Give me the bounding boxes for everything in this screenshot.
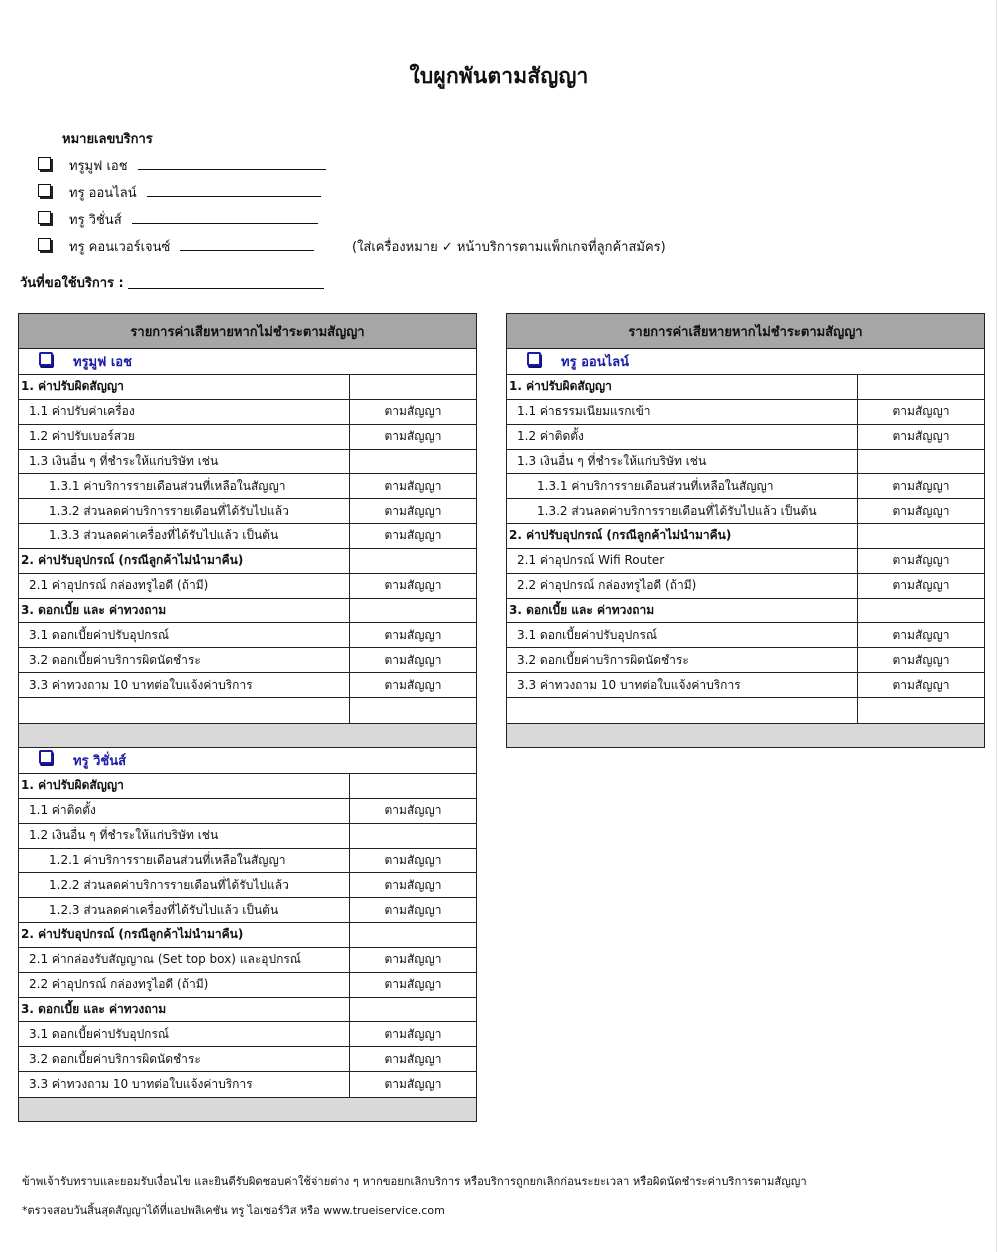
damage-value [350,998,476,1022]
table-row [507,474,984,499]
damage-item [19,698,350,723]
damage-value [858,375,984,399]
damage-item: 1.2.3 ส่วนลดค่าเครื่องที่ได้รับไปแล้ว เป็นต้น [19,898,350,922]
table-row [19,499,476,524]
table-row [507,574,984,599]
service-number-field-trueonline[interactable] [147,181,321,197]
table-row [507,425,984,450]
damage-value: ตามสัญญา [384,803,442,818]
service-number-field-truevisions[interactable] [132,208,318,224]
damage-item: 2.1 ค่าอุปกรณ์ กล่องทรูไอดี (ถ้ามี) [19,574,350,598]
damage-value: ตามสัญญา [384,1051,442,1066]
damage-item: 3.3 ค่าทวงถาม 10 บาทต่อใบแจ้งค่าบริการ [19,673,350,697]
damage-value: ตามสัญญา [384,852,442,867]
service-date-row [20,272,324,293]
table-row [19,948,476,973]
damage-item: 1.1 ค่าปรับค่าเครื่อง [19,400,350,424]
table-row [19,873,476,898]
damage-item: 3. ดอกเบี้ย และ ค่าทวงถาม [507,599,858,623]
table-row [19,474,476,499]
table-row [19,1047,476,1072]
section-header-truevisions [19,748,476,774]
damage-value: ตามสัญญา [384,952,442,967]
table-row [19,599,476,624]
damage-value: ตามสัญญา [384,677,442,692]
service-date-label: วันที่ขอใช้บริการ : [20,276,124,291]
table-row [19,623,476,648]
damage-value [350,599,476,623]
section-header-trueonline [507,349,984,375]
rows-trueonline [507,375,984,724]
damage-value: ตามสัญญา [384,429,442,444]
damage-value: ตามสัญญา [384,1077,442,1092]
acknowledgement-text: ข้าพเจ้ารับทราบและยอมรับเงื่อนไข และยินดีรับผิดชอบค่าใช้จ่ายต่าง ๆ หากขอยกเลิกบริการ หรือบริการถูกยกเลิกก่อนระยะเวลา หรือผิดนัดชำระค่าบริการตามสัญญา [22,1175,807,1188]
table-row [19,849,476,874]
section-title: ทรูมูฟ เอช [73,355,132,370]
damage-value: ตามสัญญา [892,404,950,419]
damage-item: 1. ค่าปรับผิดสัญญา [507,375,858,399]
service-number-field-trueconvergence[interactable] [180,235,314,251]
service-number-heading: หมายเลขบริการ [62,132,153,147]
damage-value: ตามสัญญา [892,478,950,493]
damage-item: 1.2 ค่าติดตั้ง [507,425,858,449]
service-option-trueonline [38,181,321,203]
damage-value: ตามสัญญา [384,627,442,642]
table-row [507,698,984,723]
separator-band [19,1098,476,1121]
table-header: รายการค่าเสียหายหากไม่ชำระตามสัญญา [19,314,476,349]
damage-item: 1.2 เงินอื่น ๆ ที่ชำระให้แก่บริษัท เช่น [19,824,350,848]
service-date-field[interactable] [128,272,324,289]
damage-item: 1.1 ค่าธรรมเนียมแรกเข้า [507,400,858,424]
damage-value: ตามสัญญา [892,503,950,518]
service-option-truemove [38,154,326,176]
service-number-field-truemove[interactable] [138,154,326,170]
damage-value: ตามสัญญา [384,528,442,543]
damage-value: ตามสัญญา [892,429,950,444]
table-row [507,648,984,673]
document-title: ใบผูกพันตามสัญญา [409,64,589,88]
damage-item: 1.3.2 ส่วนลดค่าบริการรายเดือนที่ได้รับไปแล้ว เป็นต้น [507,499,858,523]
damage-value: ตามสัญญา [384,902,442,917]
damage-item: 2. ค่าปรับอุปกรณ์ (กรณีลูกค้าไม่นำมาคืน) [19,923,350,947]
damage-item: 1.3 เงินอื่น ๆ ที่ชำระให้แก่บริษัท เช่น [507,450,858,474]
damage-value [350,549,476,573]
damage-value: ตามสัญญา [892,578,950,593]
damage-value: ตามสัญญา [384,478,442,493]
table-row [19,1072,476,1097]
service-option-trueconvergence [38,235,314,257]
table-row [19,799,476,824]
table-row [507,450,984,475]
table-row [19,450,476,475]
checkmark-hint: (ใส่เครื่องหมาย ✓ หน้าบริการตามแพ็กเกจที่ลูกค้าสมัคร) [352,240,666,255]
rows-truemove [19,375,476,724]
rows-truevisions [19,774,476,1098]
damage-item: 3. ดอกเบี้ย และ ค่าทวงถาม [19,998,350,1022]
damage-item [507,698,858,723]
table-row [19,698,476,723]
table-row [19,673,476,698]
checkbox-trueconvergence[interactable] [38,238,51,251]
damage-item: 3.1 ดอกเบี้ยค่าปรับอุปกรณ์ [19,623,350,647]
table-row [19,898,476,923]
damage-item: 1. ค่าปรับผิดสัญญา [19,774,350,798]
damage-value: ตามสัญญา [892,677,950,692]
table-row [507,400,984,425]
damage-item: 3.2 ดอกเบี้ยค่าบริการผิดนัดชำระ [19,648,350,672]
damage-value [350,774,476,798]
damage-value: ตามสัญญา [892,627,950,642]
table-row [507,549,984,574]
damages-table-left [18,313,477,1122]
table-row [507,499,984,524]
checkbox-trueonline-section[interactable] [527,352,541,366]
table-row [19,1022,476,1047]
table-row [19,524,476,549]
damage-item: 1.3.2 ส่วนลดค่าบริการรายเดือนที่ได้รับไปแล้ว [19,499,350,523]
table-row [19,923,476,948]
damage-item: 3.1 ดอกเบี้ยค่าปรับอุปกรณ์ [507,623,858,647]
damage-value [350,450,476,474]
damage-value: ตามสัญญา [384,1026,442,1041]
table-row [19,998,476,1023]
table-row [507,623,984,648]
damage-item: 1.1 ค่าติดตั้ง [19,799,350,823]
damage-item: 2.2 ค่าอุปกรณ์ กล่องทรูไอดี (ถ้ามี) [507,574,858,598]
damages-table-right [506,313,985,748]
damage-value [858,524,984,548]
table-row [19,425,476,450]
service-option-truevisions [38,208,318,230]
table-header: รายการค่าเสียหายหากไม่ชำระตามสัญญา [507,314,984,349]
damage-item: 2. ค่าปรับอุปกรณ์ (กรณีลูกค้าไม่นำมาคืน) [19,549,350,573]
table-row [19,973,476,998]
service-label: ทรู ออนไลน์ [69,185,137,201]
damage-value: ตามสัญญา [384,503,442,518]
checkbox-truevisions[interactable] [38,211,51,224]
damage-item: 3.1 ดอกเบี้ยค่าปรับอุปกรณ์ [19,1022,350,1046]
damage-item: 1.3.3 ส่วนลดค่าเครื่องที่ได้รับไปแล้ว เป็นต้น [19,524,350,548]
damage-item: 1.3 เงินอื่น ๆ ที่ชำระให้แก่บริษัท เช่น [19,450,350,474]
table-row [19,549,476,574]
table-row [19,824,476,849]
damage-item: 1. ค่าปรับผิดสัญญา [19,375,350,399]
damage-item: 3.3 ค่าทวงถาม 10 บาทต่อใบแจ้งค่าบริการ [507,673,858,697]
contract-end-note: *ตรวจสอบวันสิ้นสุดสัญญาได้ที่แอปพลิเคชัน ทรู ไอเซอร์วิส หรือ www.trueiservice.com [22,1204,445,1217]
separator-band [507,724,984,747]
damage-item: 1.2.2 ส่วนลดค่าบริการรายเดือนที่ได้รับไปแล้ว [19,873,350,897]
damage-value [350,923,476,947]
checkbox-trueonline[interactable] [38,184,51,197]
damage-value [350,824,476,848]
section-title: ทรู วิชั่นส์ [73,753,127,769]
page-edge-divider [996,0,997,1252]
damage-item: 2.1 ค่ากล่องรับสัญญาณ (Set top box) และอุปกรณ์ [19,948,350,972]
damage-value [858,450,984,474]
damage-value: ตามสัญญา [384,977,442,992]
service-label: ทรูมูฟ เอช [69,158,128,174]
service-label: ทรู คอนเวอร์เจนซ์ [69,239,171,255]
damage-value [350,375,476,399]
checkbox-truemove-section[interactable] [39,352,53,366]
damage-item: 1.3.1 ค่าบริการรายเดือนส่วนที่เหลือในสัญญา [19,474,350,498]
damage-value: ตามสัญญา [892,652,950,667]
table-row [507,524,984,549]
section-title: ทรู ออนไลน์ [561,355,629,370]
table-row [19,574,476,599]
damage-value [858,698,984,723]
separator-band [19,724,476,748]
service-label: ทรู วิชั่นส์ [69,212,122,228]
damage-value: ตามสัญญา [892,553,950,568]
damage-value [350,698,476,723]
damage-value [858,599,984,623]
table-row [19,648,476,673]
damage-item: 3. ดอกเบี้ย และ ค่าทวงถาม [19,599,350,623]
damage-value: ตามสัญญา [384,652,442,667]
damage-item: 3.3 ค่าทวงถาม 10 บาทต่อใบแจ้งค่าบริการ [19,1072,350,1097]
table-row [19,400,476,425]
section-header-truemove [19,349,476,375]
damage-item: 2.2 ค่าอุปกรณ์ กล่องทรูไอดี (ถ้ามี) [19,973,350,997]
checkbox-truevisions-section[interactable] [39,750,53,764]
checkbox-truemove[interactable] [38,157,51,170]
damage-item: 1.2 ค่าปรับเบอร์สวย [19,425,350,449]
damage-value: ตามสัญญา [384,877,442,892]
table-row [507,375,984,400]
damage-item: 3.2 ดอกเบี้ยค่าบริการผิดนัดชำระ [507,648,858,672]
damage-item: 2. ค่าปรับอุปกรณ์ (กรณีลูกค้าไม่นำมาคืน) [507,524,858,548]
table-row [19,774,476,799]
table-row [507,599,984,624]
damage-value: ตามสัญญา [384,404,442,419]
damage-value: ตามสัญญา [384,578,442,593]
damage-item: 1.2.1 ค่าบริการรายเดือนส่วนที่เหลือในสัญญา [19,849,350,873]
damage-item: 2.1 ค่าอุปกรณ์ Wifi Router [507,549,858,573]
damage-item: 1.3.1 ค่าบริการรายเดือนส่วนที่เหลือในสัญญา [507,474,858,498]
damage-item: 3.2 ดอกเบี้ยค่าบริการผิดนัดชำระ [19,1047,350,1071]
table-row [19,375,476,400]
table-row [507,673,984,698]
